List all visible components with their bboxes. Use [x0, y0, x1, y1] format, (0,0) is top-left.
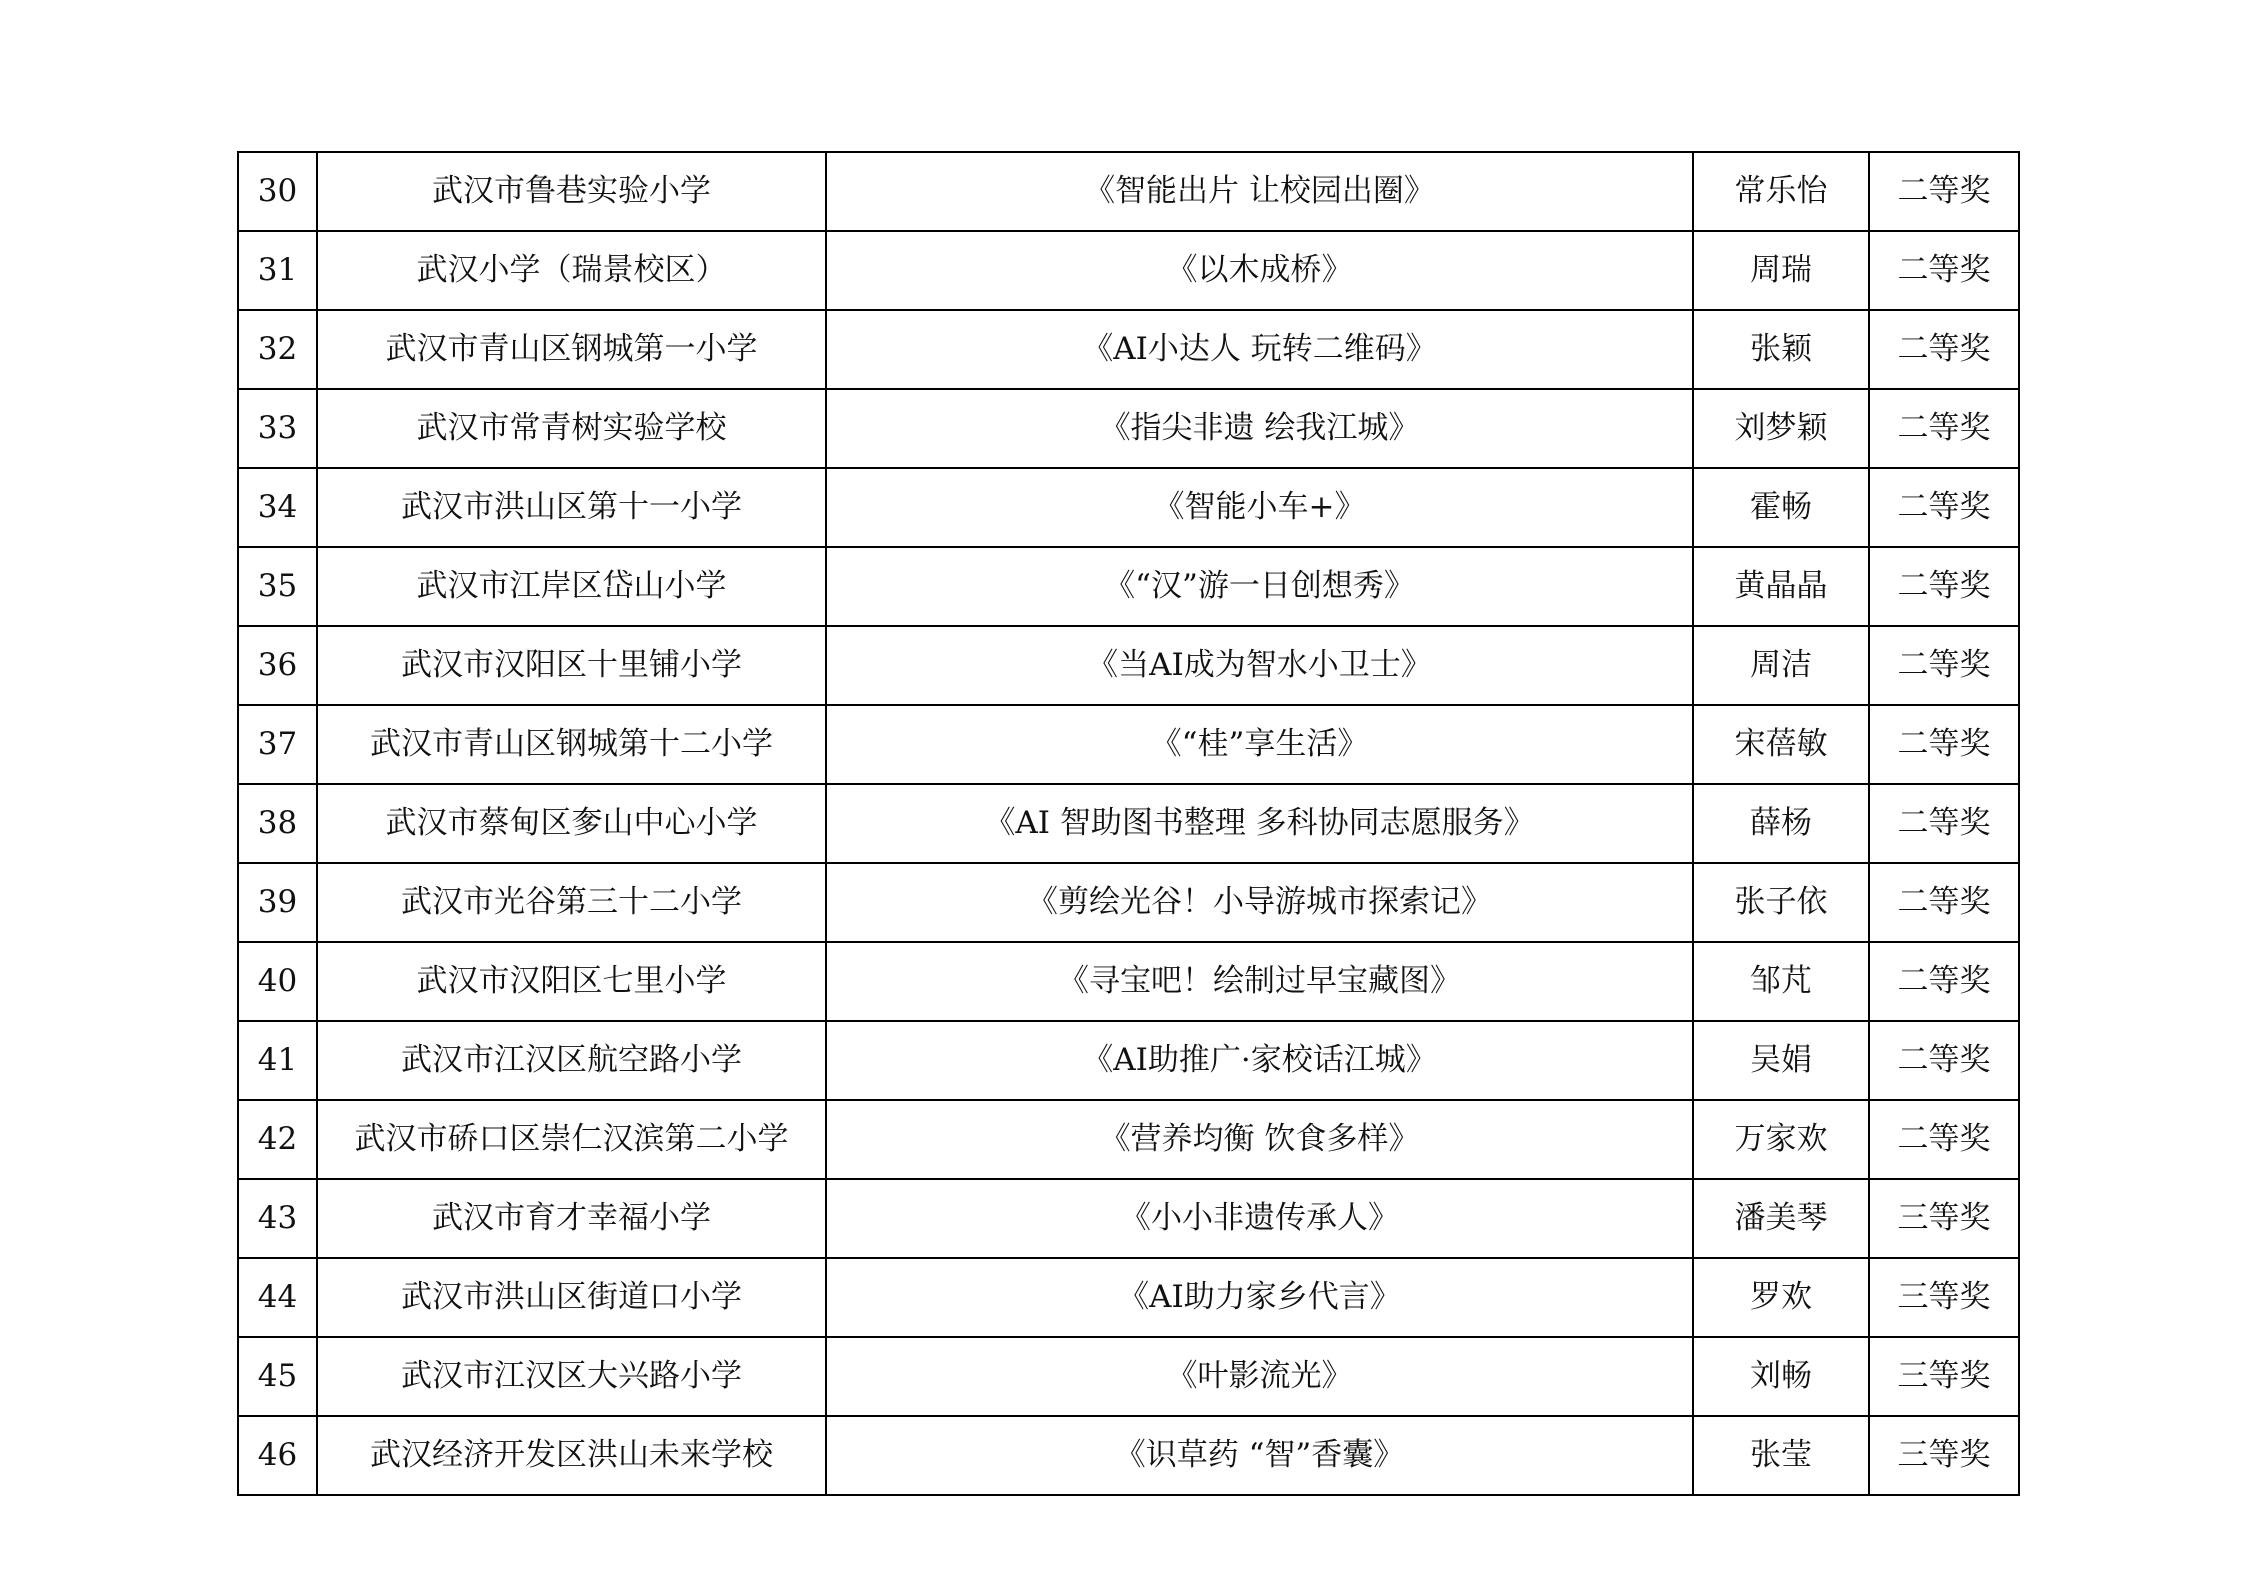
row-number: 41 — [238, 1021, 317, 1100]
table-row — [238, 626, 2019, 705]
row-number: 43 — [238, 1179, 317, 1258]
teacher-name: 张颖 — [1693, 310, 1869, 389]
row-number: 30 — [238, 152, 317, 231]
work-title: 《当AI成为智水小卫士》 — [826, 626, 1693, 705]
row-number: 45 — [238, 1337, 317, 1416]
table-row — [238, 1100, 2019, 1179]
table-row — [238, 152, 2019, 231]
row-number: 38 — [238, 784, 317, 863]
work-title: 《以木成桥》 — [826, 231, 1693, 310]
row-number: 31 — [238, 231, 317, 310]
award-level: 三等奖 — [1869, 1258, 2019, 1337]
table-row — [238, 468, 2019, 547]
award-level: 二等奖 — [1869, 231, 2019, 310]
work-title: 《叶影流光》 — [826, 1337, 1693, 1416]
work-title: 《AI 智助图书整理 多科协同志愿服务》 — [826, 784, 1693, 863]
teacher-name: 罗欢 — [1693, 1258, 1869, 1337]
teacher-name: 吴娟 — [1693, 1021, 1869, 1100]
teacher-name: 周瑞 — [1693, 231, 1869, 310]
teacher-name: 邹芃 — [1693, 942, 1869, 1021]
teacher-name: 宋蓓敏 — [1693, 705, 1869, 784]
teacher-name: 霍畅 — [1693, 468, 1869, 547]
work-title: 《指尖非遗 绘我江城》 — [826, 389, 1693, 468]
row-number: 42 — [238, 1100, 317, 1179]
school-name: 武汉市硚口区崇仁汉滨第二小学 — [317, 1100, 826, 1179]
school-name: 武汉市汉阳区十里铺小学 — [317, 626, 826, 705]
table-row — [238, 863, 2019, 942]
work-title: 《智能出片 让校园出圈》 — [826, 152, 1693, 231]
row-number: 34 — [238, 468, 317, 547]
teacher-name: 张子依 — [1693, 863, 1869, 942]
table-row — [238, 942, 2019, 1021]
table-row — [238, 231, 2019, 310]
school-name: 武汉市鲁巷实验小学 — [317, 152, 826, 231]
row-number: 46 — [238, 1416, 317, 1495]
table-row — [238, 1179, 2019, 1258]
teacher-name: 潘美琴 — [1693, 1179, 1869, 1258]
awards-table — [237, 151, 2020, 1496]
award-level: 二等奖 — [1869, 152, 2019, 231]
work-title: 《AI助推广·家校话江城》 — [826, 1021, 1693, 1100]
table-row — [238, 547, 2019, 626]
award-level: 二等奖 — [1869, 310, 2019, 389]
row-number: 32 — [238, 310, 317, 389]
award-level: 二等奖 — [1869, 863, 2019, 942]
award-level: 二等奖 — [1869, 784, 2019, 863]
teacher-name: 万家欢 — [1693, 1100, 1869, 1179]
award-level: 三等奖 — [1869, 1416, 2019, 1495]
award-level: 二等奖 — [1869, 1021, 2019, 1100]
table-row — [238, 1337, 2019, 1416]
teacher-name: 黄晶晶 — [1693, 547, 1869, 626]
school-name: 武汉小学（瑞景校区） — [317, 231, 826, 310]
award-level: 三等奖 — [1869, 1179, 2019, 1258]
award-level: 二等奖 — [1869, 1100, 2019, 1179]
work-title: 《“桂”享生活》 — [826, 705, 1693, 784]
school-name: 武汉市蔡甸区奓山中心小学 — [317, 784, 826, 863]
row-number: 39 — [238, 863, 317, 942]
work-title: 《“汉”游一日创想秀》 — [826, 547, 1693, 626]
work-title: 《识草药 “智”香囊》 — [826, 1416, 1693, 1495]
school-name: 武汉市江岸区岱山小学 — [317, 547, 826, 626]
work-title: 《小小非遗传承人》 — [826, 1179, 1693, 1258]
school-name: 武汉市常青树实验学校 — [317, 389, 826, 468]
row-number: 36 — [238, 626, 317, 705]
school-name: 武汉市青山区钢城第一小学 — [317, 310, 826, 389]
table-row — [238, 1416, 2019, 1495]
table-row — [238, 310, 2019, 389]
work-title: 《AI小达人 玩转二维码》 — [826, 310, 1693, 389]
award-level: 二等奖 — [1869, 626, 2019, 705]
row-number: 37 — [238, 705, 317, 784]
work-title: 《寻宝吧！绘制过早宝藏图》 — [826, 942, 1693, 1021]
award-level: 二等奖 — [1869, 942, 2019, 1021]
teacher-name: 刘畅 — [1693, 1337, 1869, 1416]
school-name: 武汉市光谷第三十二小学 — [317, 863, 826, 942]
table-row — [238, 389, 2019, 468]
school-name: 武汉经济开发区洪山未来学校 — [317, 1416, 826, 1495]
work-title: 《AI助力家乡代言》 — [826, 1258, 1693, 1337]
school-name: 武汉市洪山区街道口小学 — [317, 1258, 826, 1337]
school-name: 武汉市汉阳区七里小学 — [317, 942, 826, 1021]
work-title: 《营养均衡 饮食多样》 — [826, 1100, 1693, 1179]
table-row — [238, 784, 2019, 863]
table-row — [238, 1258, 2019, 1337]
teacher-name: 周洁 — [1693, 626, 1869, 705]
teacher-name: 常乐怡 — [1693, 152, 1869, 231]
award-level: 二等奖 — [1869, 389, 2019, 468]
school-name: 武汉市江汉区大兴路小学 — [317, 1337, 826, 1416]
teacher-name: 张莹 — [1693, 1416, 1869, 1495]
awards-table-body — [238, 152, 2019, 1495]
table-row — [238, 1021, 2019, 1100]
teacher-name: 刘梦颖 — [1693, 389, 1869, 468]
school-name: 武汉市青山区钢城第十二小学 — [317, 705, 826, 784]
school-name: 武汉市洪山区第十一小学 — [317, 468, 826, 547]
row-number: 33 — [238, 389, 317, 468]
award-level: 二等奖 — [1869, 705, 2019, 784]
school-name: 武汉市育才幸福小学 — [317, 1179, 826, 1258]
work-title: 《智能小车+》 — [826, 468, 1693, 547]
award-level: 三等奖 — [1869, 1337, 2019, 1416]
work-title: 《剪绘光谷！小导游城市探索记》 — [826, 863, 1693, 942]
teacher-name: 薛杨 — [1693, 784, 1869, 863]
row-number: 40 — [238, 942, 317, 1021]
table-row — [238, 705, 2019, 784]
school-name: 武汉市江汉区航空路小学 — [317, 1021, 826, 1100]
row-number: 44 — [238, 1258, 317, 1337]
award-level: 二等奖 — [1869, 547, 2019, 626]
award-level: 二等奖 — [1869, 468, 2019, 547]
row-number: 35 — [238, 547, 317, 626]
